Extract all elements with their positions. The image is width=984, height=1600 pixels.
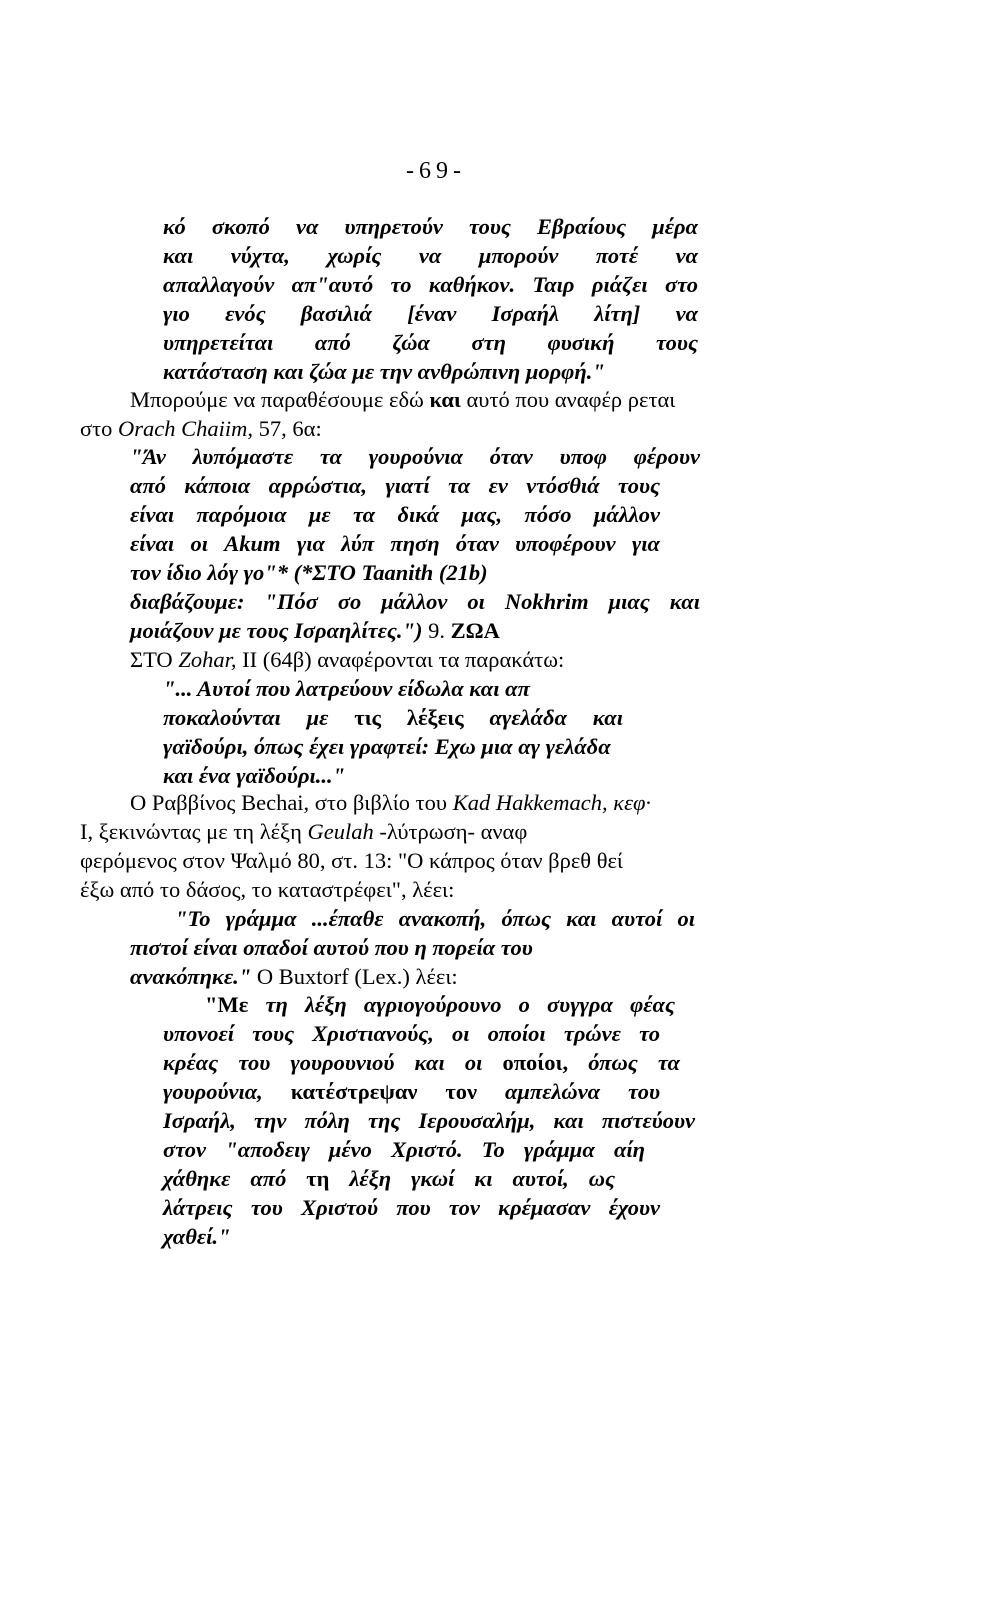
text-line — [163, 1077, 660, 1107]
text-line: είναι παρόμοια με τα δικά μας, πόσο μάλλον — [130, 502, 660, 527]
text-run: λέξη γκωί κι αυτοί, ως — [329, 1166, 615, 1191]
text-run: τη λέξη αγριογούρουνο ο συγγρα φέας — [248, 992, 675, 1017]
text-run: κατέστρεψαν τον — [290, 1079, 478, 1104]
text-line — [163, 1048, 680, 1078]
text-line — [80, 414, 322, 444]
text-line: χαθεί." — [163, 1224, 231, 1249]
text-run: "Με — [205, 992, 249, 1017]
text-run: γουρούνια, — [163, 1079, 291, 1104]
text-line — [130, 645, 564, 675]
text-run: στο — [80, 416, 119, 441]
text-line: Ισραήλ, την πόλη της Ιερουσαλήμ, και πιστεύουν — [163, 1108, 695, 1133]
text-run: -λύτρωση- αναφ — [373, 819, 528, 844]
text-run: οποίοι, — [502, 1050, 569, 1075]
text-line: υπηρετείται από ζώα στη φυσική τους — [163, 330, 698, 355]
text-run: ποκαλούνται με — [163, 705, 355, 730]
text-run: τις λέξεις — [354, 705, 464, 730]
text-line — [130, 788, 651, 818]
text-line: πιστοί είναι οπαδοί αυτού που η πορεία του — [130, 935, 533, 960]
text-run: 9. — [422, 618, 451, 643]
page-number: -69- — [406, 158, 466, 184]
text-run: Zohar, — [178, 647, 237, 672]
text-run: αγελάδα και — [463, 705, 623, 730]
section-heading: ΖΩΑ — [450, 618, 500, 643]
text-line: και νύχτα, χωρίς να μπορούν ποτέ να — [163, 243, 698, 268]
text-line: και ένα γαϊδούρι..." — [163, 763, 346, 788]
text-line — [130, 385, 675, 415]
text-line — [130, 616, 500, 646]
text-line: υπονοεί τους Χριστιανούς, οι οποίοι τρώνε το — [163, 1021, 660, 1046]
text-line: διαβάζουμε: "Πόσ σο μάλλον οι Nokhrim μιας και — [130, 589, 700, 614]
text-run: Ο Ραββίνος Bechai, στο βιβλίο του — [130, 790, 453, 815]
text-line — [163, 1164, 615, 1194]
text-run: ΣΤΟ — [130, 647, 179, 672]
text-run: Orach Chaiim, — [118, 416, 254, 441]
text-run: όπως τα — [568, 1050, 681, 1075]
text-line — [80, 817, 527, 847]
text-line — [163, 703, 623, 733]
text-line: "Άν λυπόμαστε τα γουρούνια όταν υποφ φέρουν — [130, 444, 700, 469]
text-line: γαϊδούρι, όπως έχει γραφτεί: Εχω μια αγ γελάδα — [163, 734, 611, 759]
text-line: φερόμενος στον Ψαλμό 80, στ. 13: "Ο κάπρος όταν βρεθ θεί — [80, 848, 623, 873]
text-line — [205, 990, 675, 1020]
text-line: λάτρεις του Χριστού που τον κρέμασαν έχουν — [163, 1195, 660, 1220]
text-line: τον ίδιο λόγ γο"* (*ΣΤΟ Taanith (21b) — [130, 560, 488, 585]
text-run: κρέας του γουρουνιού και οι — [163, 1050, 503, 1075]
text-line: έξω από το δάσος, το καταστρέφει", λέει: — [80, 877, 455, 902]
text-run: I, ξεκινώντας με τη λέξη — [80, 819, 308, 844]
text-line: "... Αυτοί που λατρεύουν είδωλα και απ — [163, 676, 530, 701]
text-run: χάθηκε από — [163, 1166, 307, 1191]
text-run: II (64β) αναφέρονται τα παρακάτω: — [236, 647, 565, 672]
text-run: ανακόπηκε." — [130, 964, 252, 989]
text-line: "Το γράμμα ...έπαθε ανακοπή, όπως και αυτοί οι — [175, 906, 695, 931]
text-line: από κάποια αρρώστια, γιατί τα εν ντόσθιά τους — [130, 473, 660, 498]
text-line: γιο ενός βασιλιά [έναν Ισραήλ λίτη] να — [163, 301, 698, 326]
text-line — [130, 962, 458, 992]
text-line: κό σκοπό να υπηρετούν τους Εβραίους μέρα — [163, 214, 698, 239]
text-run: μοιάζουν με τους Ισραηλίτες.") — [130, 618, 423, 643]
text-run: Μπορούμε να παραθέσουμε εδώ — [130, 387, 430, 412]
text-run: Geulah — [307, 819, 374, 844]
text-line: είναι οι Akum για λύπ πηση όταν υποφέρουν για — [130, 531, 660, 556]
text-run: αυτό που αναφέρ ρεται — [460, 387, 676, 412]
text-line: στον "αποδειγ μένο Χριστό. Το γράμμα αίη — [163, 1137, 645, 1162]
text-run: Kad Hakkemach, κεφ· — [452, 790, 652, 815]
text-line: απαλλαγούν απ"αυτό το καθήκον. Ταιρ ριάζει στο — [163, 272, 698, 297]
text-run: τη — [306, 1166, 330, 1191]
text-run: 57, 6α: — [253, 416, 322, 441]
text-run: και — [429, 387, 461, 412]
text-line: κατάσταση και ζώα με την ανθρώπινη μορφή." — [163, 359, 605, 384]
text-run: αμπελώνα του — [477, 1079, 660, 1104]
text-run: Ο Buxtorf (Lex.) λέει: — [251, 964, 458, 989]
